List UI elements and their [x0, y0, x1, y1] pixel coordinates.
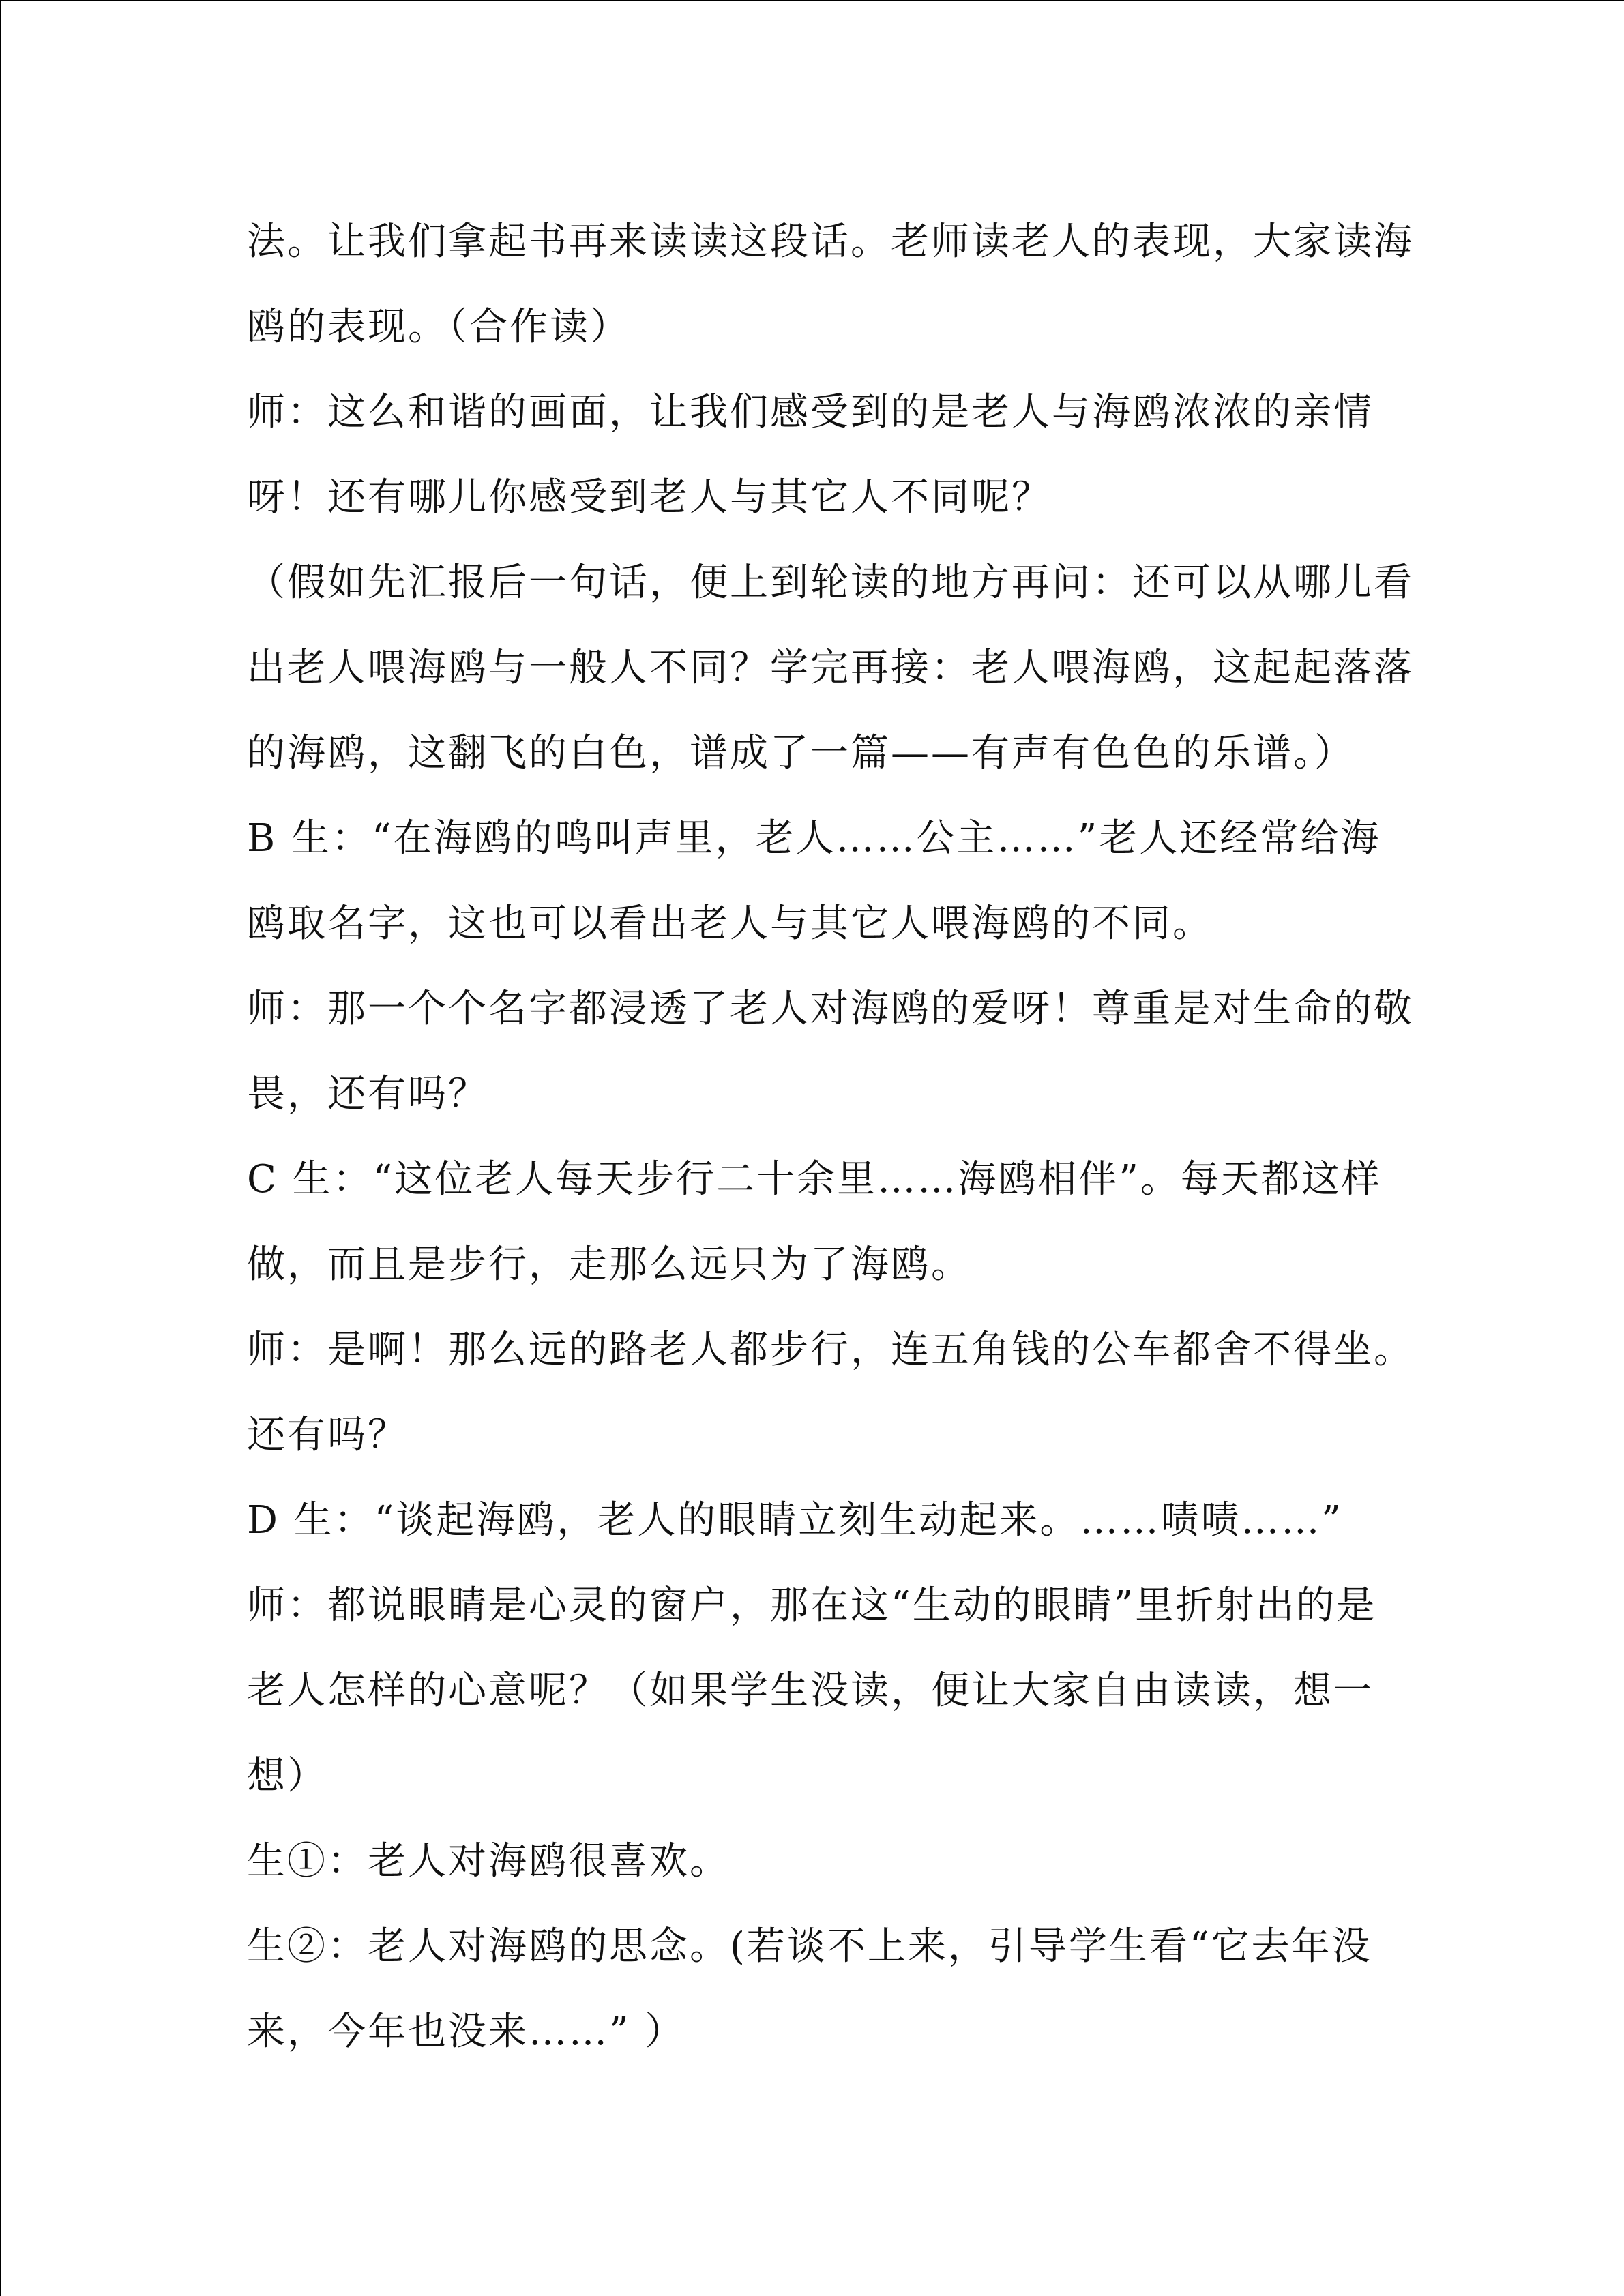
text-line: 想）: [247, 1754, 327, 1798]
text-line: 鸥的表现。（合作读）: [247, 305, 630, 349]
text-line: 法。让我们拿起书再来读读这段话。老师读老人的表现，大家读海: [247, 220, 1414, 264]
text-line: D 生：“谈起海鸥，老人的眼睛立刻生动起来。……啧啧……”: [247, 1498, 1343, 1542]
text-line: 还有吗？: [247, 1413, 408, 1457]
text-line: 师：都说眼睛是心灵的窗户，那在这“生动的眼睛”里折射出的是: [247, 1583, 1377, 1628]
text-line: 呀！还有哪儿你感受到老人与其它人不同呢？: [247, 475, 1052, 520]
text-line: 畏，还有吗？: [247, 1072, 488, 1116]
text-line: （假如先汇报后一句话，便上到轮读的地方再问：还可以从哪儿看: [247, 561, 1414, 605]
text-line: 师：那一个个名字都浸透了老人对海鸥的爱呀！尊重是对生命的敬: [247, 987, 1414, 1031]
text-line: 的海鸥，这翻飞的白色，谱成了一篇——有声有色色的乐谱。）: [247, 731, 1355, 775]
text-line: B 生：“在海鸥的鸣叫声里，老人……公主……”老人还经常给海: [247, 816, 1381, 861]
document-page: [247, 199, 1414, 2074]
text-line: 来，今年也没来……” ）: [247, 2010, 685, 2054]
text-line: 鸥取名字，这也可以看出老人与其它人喂海鸥的不同。: [247, 901, 1213, 946]
text-line: 做，而且是步行，走那么远只为了海鸥。: [247, 1242, 971, 1287]
text-line: C 生：“这位老人每天步行二十余里……海鸥相伴”。每天都这样: [247, 1157, 1382, 1202]
text-line: 老人怎样的心意呢？（如果学生没读，便让大家自由读读，想一: [247, 1669, 1374, 1713]
text-line: 师：这么和谐的画面，让我们感受到的是老人与海鸥浓浓的亲情: [247, 390, 1374, 434]
text-line: 生①：老人对海鸥很喜欢。: [247, 1839, 730, 1883]
text-line: 出老人喂海鸥与一般人不同？学完再接：老人喂海鸥，这起起落落: [247, 646, 1414, 690]
text-line: 生②：老人对海鸥的思念。(若谈不上来，引导学生看“它去年没: [247, 1924, 1372, 1969]
text-line: 师：是啊！那么远的路老人都步行，连五角钱的公车都舍不得坐。: [247, 1328, 1414, 1372]
